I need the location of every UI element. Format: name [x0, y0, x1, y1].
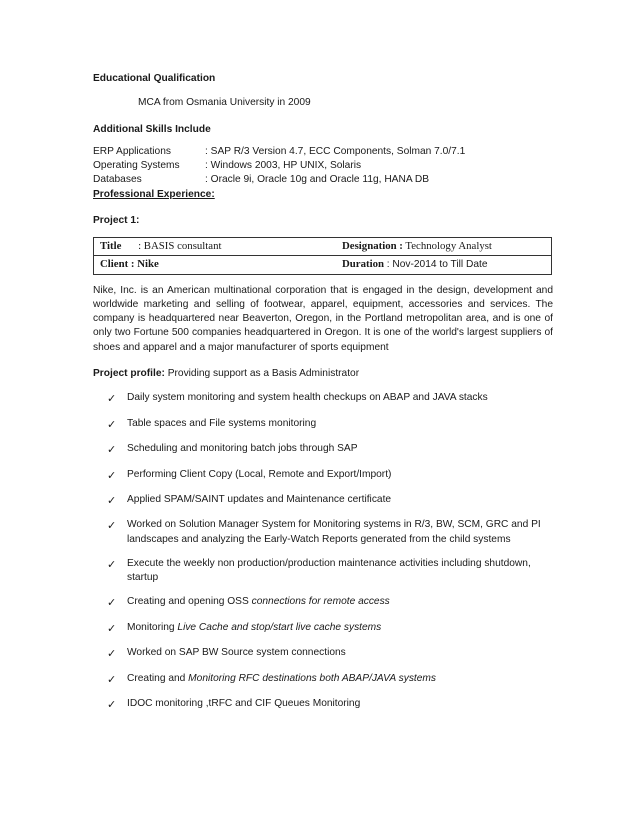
- education-line: MCA from Osmania University in 2009: [138, 97, 311, 109]
- task-text: Daily system monitoring and system health checkups on ABAP and JAVA stacks: [127, 392, 488, 404]
- task-list: [93, 391, 553, 712]
- checkmark-icon: ✓: [107, 519, 117, 533]
- skill-key: Operating Systems: [93, 160, 180, 172]
- skill-value: : Windows 2003, HP UNIX, Solaris: [205, 160, 362, 172]
- task-text: Execute the weekly non production/production maintenance activities including shutdown, startup: [127, 557, 531, 584]
- profile-text: Providing support as a Basis Administrator: [164, 368, 360, 380]
- task-text: Worked on SAP BW Source system connections: [127, 647, 346, 659]
- designation-value: Technology Analyst: [405, 240, 492, 253]
- education-heading: Educational Qualification: [93, 73, 216, 84]
- project-table-row: [94, 256, 552, 274]
- list-item: [107, 697, 553, 712]
- skill-row: [93, 145, 553, 159]
- checkmark-icon: ✓: [107, 392, 117, 406]
- client-value: : Nike: [130, 258, 159, 271]
- project-title: Project 1:: [93, 214, 140, 226]
- checkmark-icon: ✓: [107, 493, 117, 507]
- title-cell: [94, 238, 337, 256]
- skill-key: Databases: [93, 174, 142, 186]
- list-item: [107, 595, 553, 610]
- skill-key: ERP Applications: [93, 145, 171, 157]
- checkmark-icon: ✓: [107, 557, 117, 571]
- list-item: [107, 672, 553, 687]
- skill-row: [93, 159, 553, 173]
- list-item: [107, 518, 553, 547]
- list-item: [107, 557, 553, 586]
- profile-label: Project profile:: [93, 368, 165, 380]
- skill-value: : SAP R/3 Version 4.7, ECC Components, Solman 7.0/7.1: [205, 145, 466, 157]
- list-item: [107, 442, 553, 457]
- checkmark-icon: ✓: [107, 443, 117, 457]
- project-profile: [93, 367, 553, 381]
- skill-value: : Oracle 9i, Oracle 10g and Oracle 11g, HANA DB: [205, 174, 430, 186]
- skills-heading: Additional Skills Include: [93, 123, 211, 135]
- list-item: [107, 646, 553, 661]
- client-cell: [94, 256, 337, 274]
- skill-row: [93, 173, 553, 187]
- task-text: Scheduling and monitoring batch jobs through SAP: [127, 443, 358, 455]
- checkmark-icon: ✓: [107, 468, 117, 482]
- duration-cell: [336, 256, 552, 274]
- project-table-row: [94, 238, 552, 256]
- list-item: [107, 468, 553, 483]
- list-item: [107, 621, 553, 636]
- task-text: Table spaces and File systems monitoring: [127, 417, 317, 429]
- list-item: [107, 391, 553, 406]
- checkmark-icon: ✓: [107, 697, 117, 711]
- designation-label: Designation :: [342, 240, 403, 253]
- task-text: Monitoring Live Cache and stop/start live cache systems: [127, 621, 382, 633]
- checkmark-icon: ✓: [107, 672, 117, 686]
- experience-heading: Professional Experience:: [93, 188, 215, 200]
- client-label: Client: [100, 258, 129, 271]
- task-text: Creating and Monitoring RFC destinations both ABAP/JAVA systems: [127, 672, 436, 684]
- resume-page: [93, 72, 553, 722]
- checkmark-icon: ✓: [107, 596, 117, 610]
- task-text: Worked on Solution Manager System for Monitoring systems in R/3, BW, SCM, GRC and PI landscapes and analyzing the Early-Watch Reports generated from the child systems: [127, 519, 541, 545]
- checkmark-icon: ✓: [107, 647, 117, 661]
- company-description: Nike, Inc. is an American multinational corporation that is engaged in the design, development and worldwide marketing and selling of footwear, apparel, equipment, accessories and services. The company is headquartered near Beaverton, Oregon, in the Portland metropolitan area, and is one of only two Fortune 500 companies headquartered in Oregon. It is one of the world's largest suppliers of shoes and apparel and a major manufacturer of sports equipment: [93, 284, 553, 353]
- task-text: IDOC monitoring ,tRFC and CIF Queues Monitoring: [127, 697, 361, 709]
- designation-cell: [336, 238, 552, 256]
- duration-label: Duration: [342, 258, 384, 271]
- title-value: : BASIS consultant: [138, 240, 222, 253]
- title-label: Title: [100, 240, 122, 253]
- checkmark-icon: ✓: [107, 621, 117, 635]
- checkmark-icon: ✓: [107, 417, 117, 431]
- task-text: Creating and opening OSS connections for remote access: [127, 596, 390, 608]
- duration-value: : Nov-2014 to Till Date: [386, 259, 488, 271]
- list-item: [107, 417, 553, 432]
- list-item: [107, 493, 553, 508]
- project-table: [93, 237, 552, 274]
- task-text: Applied SPAM/SAINT updates and Maintenance certificate: [127, 493, 392, 505]
- task-text: Performing Client Copy (Local, Remote and Export/Import): [127, 468, 392, 480]
- skills-list: [93, 145, 553, 188]
